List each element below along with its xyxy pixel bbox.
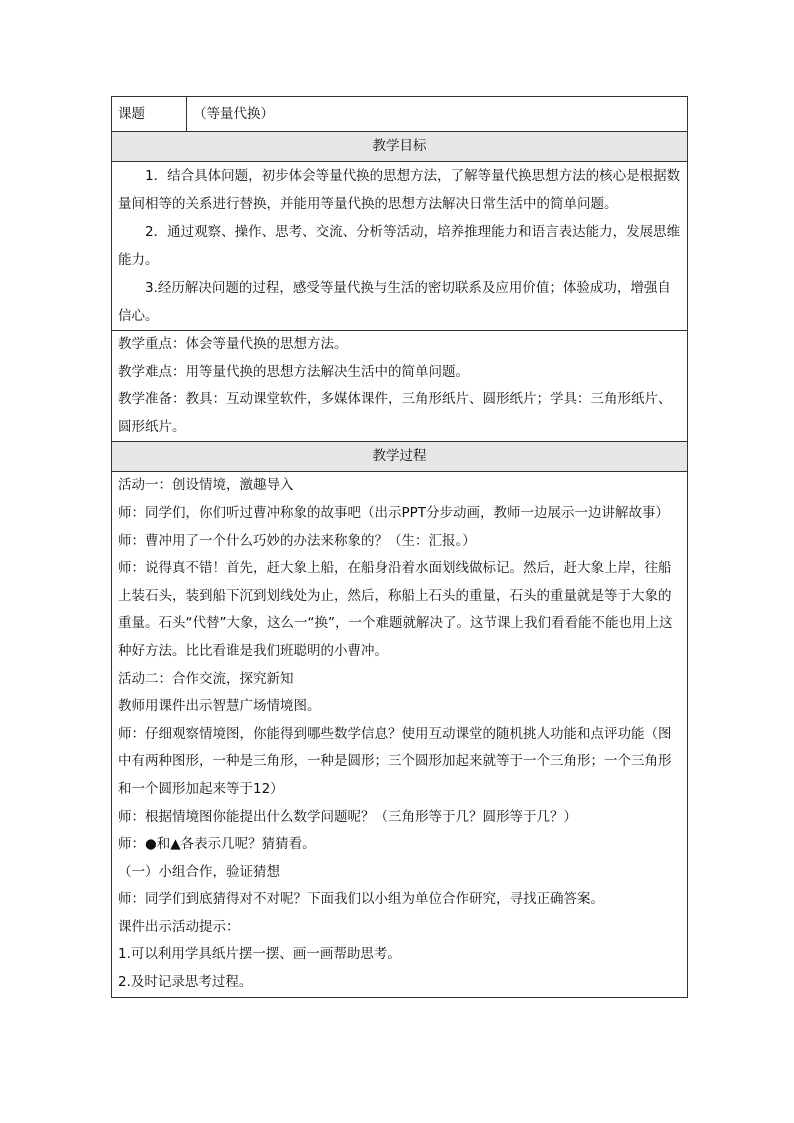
lesson-plan-table — [111, 96, 688, 998]
topic-title: （等量代换） — [187, 97, 688, 132]
goal-item-1: 1．结合具体问题，初步体会等量代换的思想方法，了解等量代换思想方法的核心是根据数量间相等的关系进行替换，并能用等量代换的思想方法解决日常生活中的简单问题。 — [118, 168, 681, 212]
activity-two-title: 活动二：合作交流，探究新知 — [118, 670, 294, 687]
process-cell — [112, 472, 688, 997]
teaching-difficulty: 教学难点：用等量代换的思想方法解决生活中的简单问题。 — [118, 363, 469, 380]
goal-item-2: 2．通过观察、操作、思考、交流、分析等活动，培养推理能力和语言表达能力，发展思维能力。 — [118, 224, 681, 268]
activity-tip-item: 2.及时记录思考过程。 — [118, 974, 253, 991]
group-work-subheading: （一）小组合作，验证猜想 — [118, 863, 280, 880]
process-line: 师：说得真不错！首先，赶大象上船，在船身沿着水面划线做标记。然后，赶大象上岸，往船上装石头，装到船下沉到划线处为止，然后，称船上石头的重量，石头的重量就是等于大象的重量。石头“代替”大象，这么一“换”，一个难题就解决了。这节课上我们看看能不能也用上这种好方法。比比看谁是我们班聪明的小曹冲。 — [118, 560, 673, 659]
process-line: 师：根据情境图你能提出什么数学问题呢？（三角形等于几？圆形等于几？） — [118, 808, 577, 825]
process-line: 师：曹冲用了一个什么巧妙的办法来称象的？（生：汇报。） — [118, 532, 476, 549]
lesson-plan-page — [111, 96, 688, 998]
process-row — [112, 472, 688, 997]
teaching-focus: 教学重点：体会等量代换的思想方法。 — [118, 336, 348, 352]
title-row — [112, 97, 688, 132]
activity-one-title: 活动一：创设情境，激趣导入 — [118, 477, 294, 494]
process-line: 师：仔细观察情境图，你能得到哪些数学信息？使用互动课堂的随机挑人功能和点评功能（图中有两种图形，一种是三角形，一种是圆形；三个圆形加起来就等于一个三角形；一个三角形和一个圆形加起来等于12） — [118, 725, 672, 797]
process-heading: 教学过程 — [112, 442, 688, 472]
process-line: 课件出示活动提示： — [118, 918, 240, 935]
topic-label: 课题 — [112, 97, 187, 132]
goals-cell — [112, 162, 688, 331]
process-line: 师：同学们到底猜得对不对呢？下面我们以小组为单位合作研究，寻找正确答案。 — [118, 891, 604, 908]
preparation-row — [112, 331, 688, 442]
goals-heading: 教学目标 — [112, 132, 688, 162]
process-line: 师：同学们，你们听过曹冲称象的故事吧（出示PPT分步动画，教师一边展示一边讲解故事） — [118, 504, 670, 521]
process-line: 教师用课件出示智慧广场情境图。 — [118, 698, 321, 715]
process-line: 师：●和▲各表示几呢？猜猜看。 — [118, 836, 316, 853]
goals-heading-row — [112, 132, 688, 162]
teaching-materials: 教学准备：教具：互动课堂软件，多媒体课件，三角形纸片、圆形纸片；学具：三角形纸片、圆形纸片。 — [118, 391, 672, 435]
preparation-cell — [112, 331, 688, 442]
activity-tip-item: 1.可以利用学具纸片摆一摆、画一画帮助思考。 — [118, 946, 401, 963]
goal-item-3: 3.经历解决问题的过程，感受等量代换与生活的密切联系及应用价值；体验成功，增强自信心。 — [118, 280, 671, 324]
goals-row — [112, 162, 688, 331]
process-heading-row — [112, 442, 688, 472]
